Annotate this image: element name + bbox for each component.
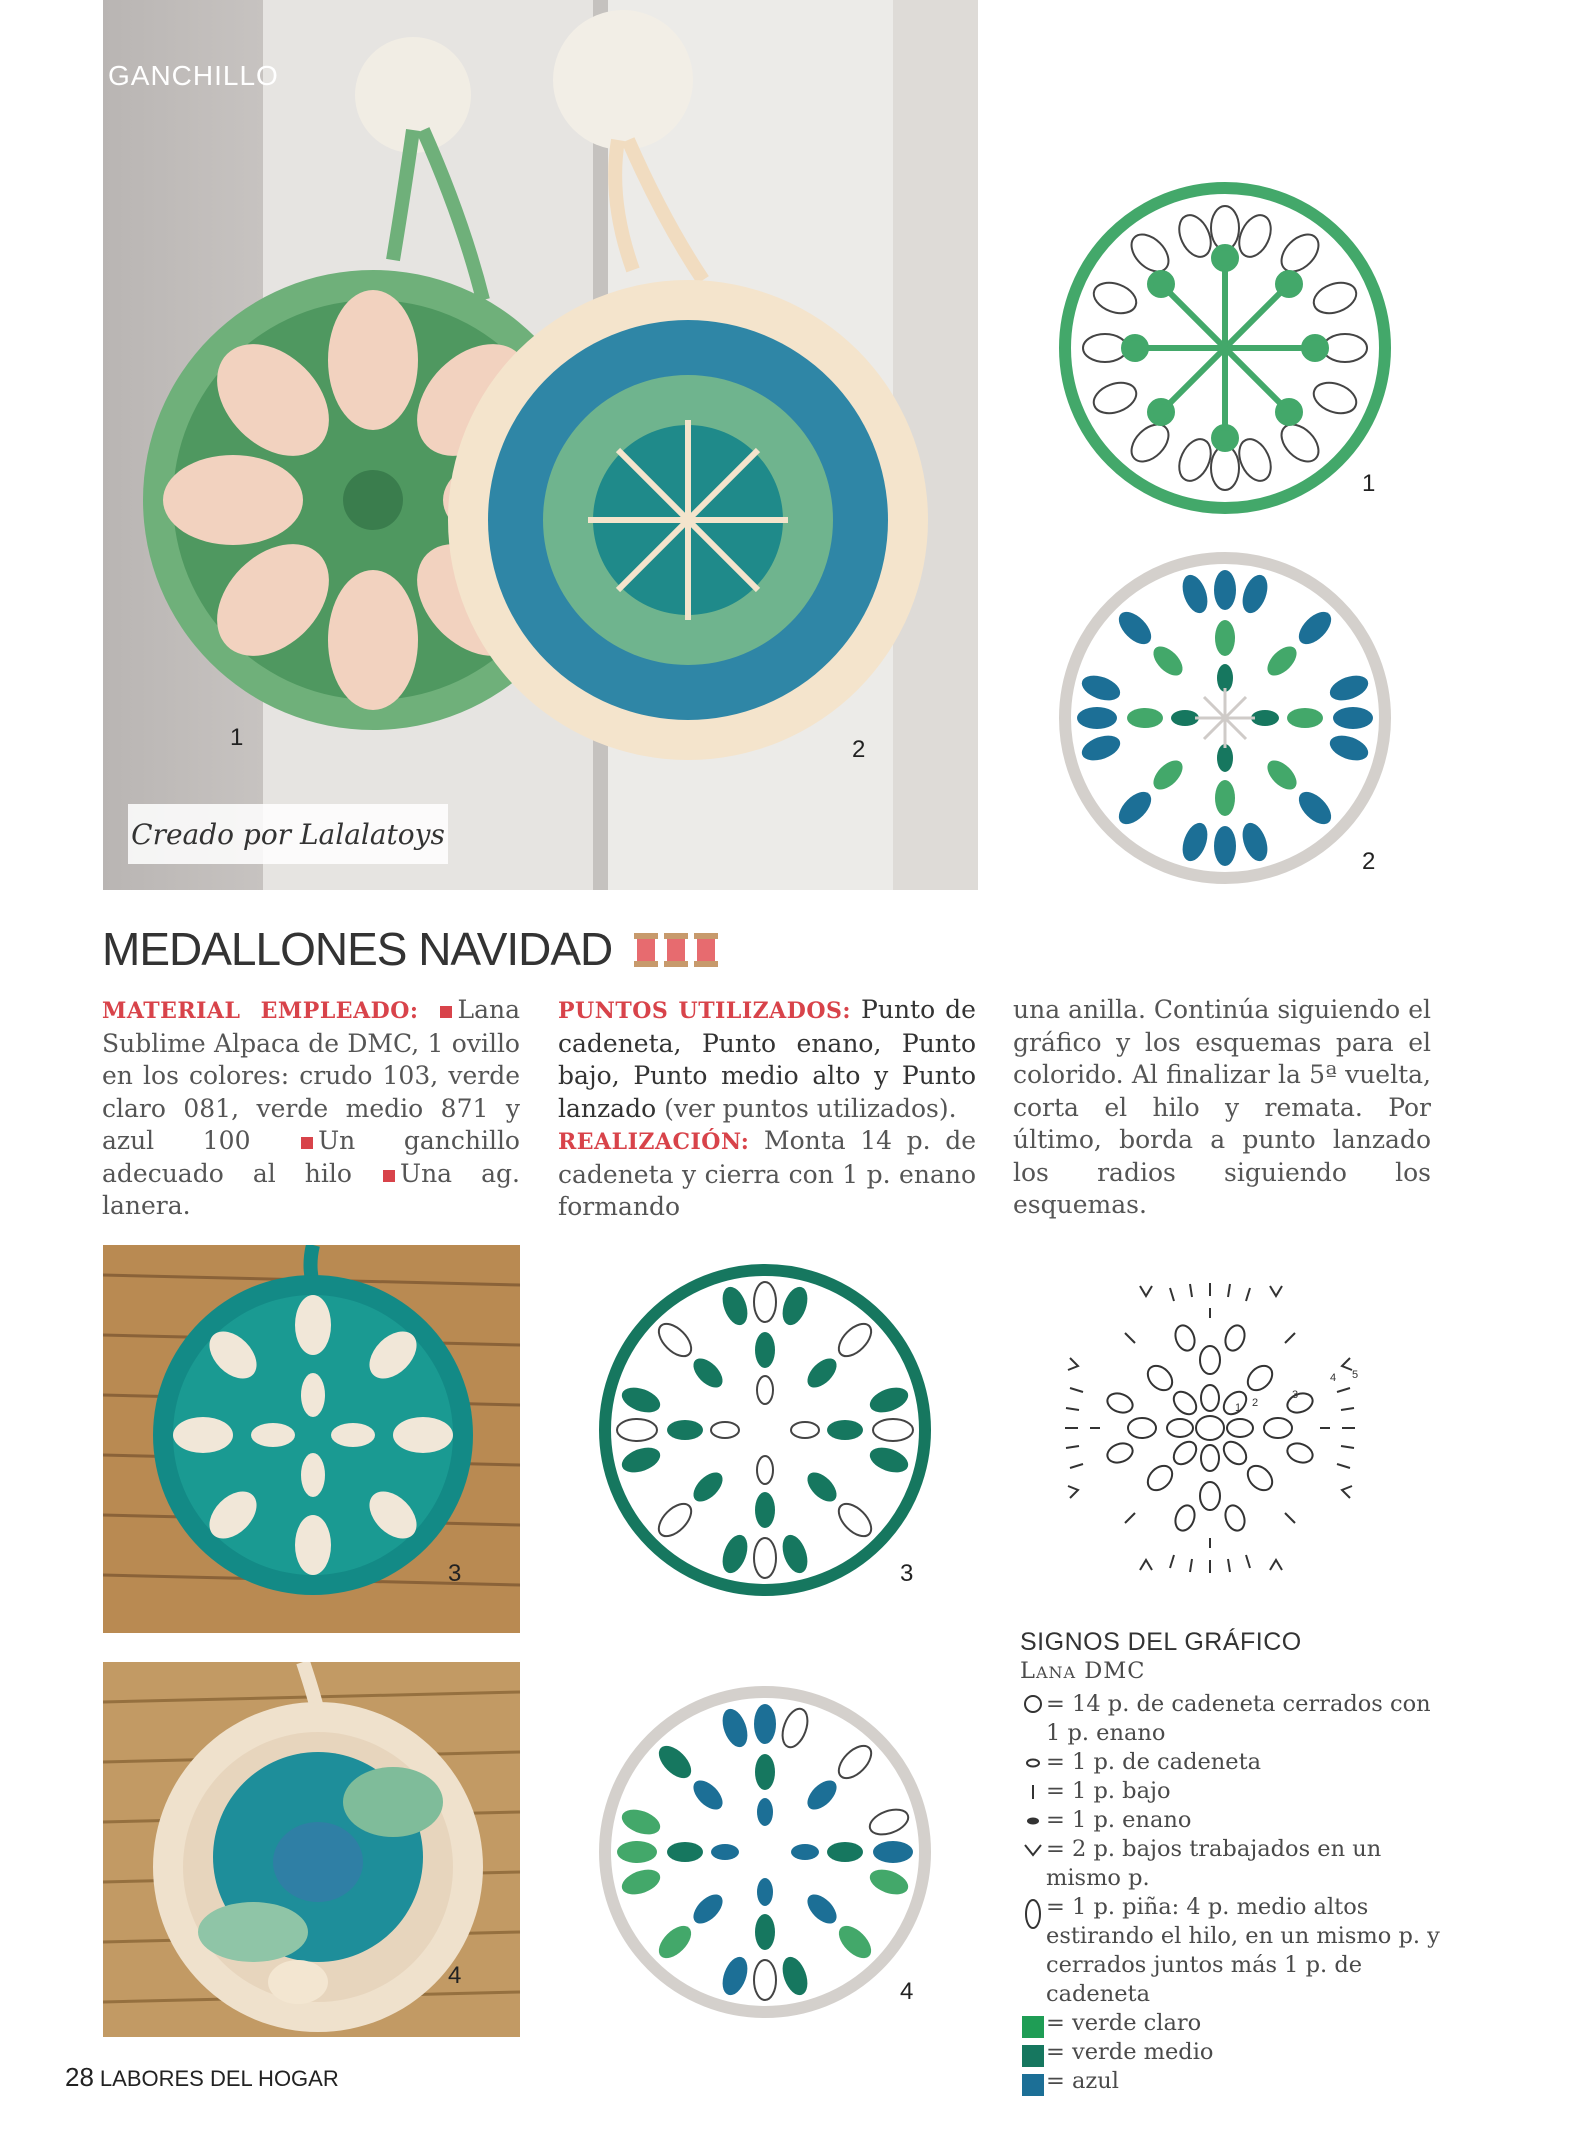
single-crochet-icon xyxy=(1023,1781,1043,1801)
puntos-list: Punto de cadeneta, Punto enano, Punto bajo, Punto medio alto y Punto lanzado xyxy=(558,995,976,1123)
color-scheme-1 xyxy=(1055,178,1395,518)
instructions-column xyxy=(1013,994,1431,1222)
legend-item xyxy=(1020,1748,1440,1777)
scheme-label-2: 2 xyxy=(1362,848,1376,875)
chain-stitch-icon xyxy=(1023,1752,1043,1772)
material-item-1: Lana Sublime Alpaca de DMC, 1 ovillo en los colores: crudo 103, verde claro 081, verde medio 871 y azul 100 xyxy=(102,995,520,1155)
legend-text: = 1 p. de cadeneta xyxy=(1046,1749,1262,1775)
chart-round-5: 5 xyxy=(1352,1369,1359,1381)
scheme-label-4: 4 xyxy=(900,1978,914,2005)
photo-label-3: 3 xyxy=(448,1560,462,1587)
slip-stitch-icon xyxy=(1023,1810,1043,1830)
verde-medio-swatch xyxy=(1022,2045,1044,2067)
legend-title: SIGNOS DEL GRÁFICO xyxy=(1020,1628,1302,1656)
material-label: MATERIAL EMPLEADO: xyxy=(102,998,419,1024)
realizacion-label: REALIZACIÓN: xyxy=(558,1129,750,1155)
ring-icon xyxy=(1023,1694,1043,1714)
page-number: 28 xyxy=(65,2062,94,2092)
photo-credit: Creado por Lalalatoys xyxy=(128,804,448,864)
legend-text: = 1 p. enano xyxy=(1046,1807,1192,1833)
chart-round-4: 4 xyxy=(1330,1372,1337,1384)
photo-label-4: 4 xyxy=(448,1962,462,1989)
section-tag: GANCHILLO xyxy=(108,60,279,91)
legend-text: = 2 p. bajos trabajados en un mismo p. xyxy=(1046,1836,1382,1891)
legend-text: = 1 p. piña: 4 p. medio altos estirando el hilo, en un mismo p. y cerrados juntos más 1 p. de cadeneta xyxy=(1046,1894,1440,2007)
material-item-2: Un ganchillo adecuado al hilo xyxy=(102,1126,520,1188)
photo-medallions-1-2 xyxy=(103,0,978,890)
article-title-text: MEDALLONES NAVIDAD xyxy=(102,923,613,975)
page-footer xyxy=(65,2062,339,2093)
legend-item xyxy=(1020,1777,1440,1806)
azul-swatch xyxy=(1022,2074,1044,2096)
spool-difficulty-icon xyxy=(632,931,720,969)
legend-text: = 1 p. bajo xyxy=(1046,1778,1171,1804)
puff-stitch-icon xyxy=(1023,1897,1043,1931)
photo-label-2: 2 xyxy=(852,736,866,763)
legend-item xyxy=(1020,2038,1440,2067)
legend-text: = verde medio xyxy=(1046,2039,1214,2065)
legend-item xyxy=(1020,1835,1440,1893)
legend-text: = 14 p. de cadeneta cerrados con 1 p. enano xyxy=(1046,1691,1431,1746)
chart-legend xyxy=(1020,1628,1440,2096)
color-scheme-3 xyxy=(595,1260,935,1600)
color-scheme-2 xyxy=(1055,548,1395,888)
chart-round-3: 3 xyxy=(1292,1389,1299,1401)
legend-text: = azul xyxy=(1046,2068,1119,2094)
scheme-label-3: 3 xyxy=(900,1560,914,1587)
puntos-label: PUNTOS UTILIZADOS: xyxy=(558,998,851,1024)
scheme-label-1: 1 xyxy=(1362,470,1376,497)
legend-item xyxy=(1020,1690,1440,1748)
legend-item xyxy=(1020,1806,1440,1835)
legend-item xyxy=(1020,2009,1440,2038)
legend-subtitle: Lana DMC xyxy=(1020,1658,1146,1684)
legend-item xyxy=(1020,2067,1440,2096)
legend-text: = verde claro xyxy=(1046,2010,1202,2036)
realizacion-continued: una anilla. Continúa siguiendo el gráfico y los esquemas para el colorido. Al finalizar la 5ª vuelta, corta el hilo y remata. Por último, borda a punto lanzado los radios siguiendo los esquemas. xyxy=(1013,995,1431,1219)
legend-item xyxy=(1020,1893,1440,2009)
chart-round-1: 1 xyxy=(1235,1402,1242,1414)
stitch-chart xyxy=(1030,1248,1390,1608)
increase-icon xyxy=(1023,1839,1043,1859)
article-title xyxy=(102,922,720,976)
stitches-column xyxy=(558,994,976,1224)
material-item-3: Una ag. lanera. xyxy=(102,1158,520,1220)
puntos-note: (ver puntos utilizados). xyxy=(664,1093,957,1123)
color-scheme-4 xyxy=(595,1682,935,2022)
verde-claro-swatch xyxy=(1022,2016,1044,2038)
magazine-name: LABORES DEL HOGAR xyxy=(99,2066,339,2091)
realizacion-text: Monta 14 p. de cadeneta y cierra con 1 p. enano formando xyxy=(558,1126,976,1221)
photo-label-1: 1 xyxy=(230,724,244,751)
chart-round-2: 2 xyxy=(1252,1397,1259,1409)
material-column xyxy=(102,994,520,1223)
